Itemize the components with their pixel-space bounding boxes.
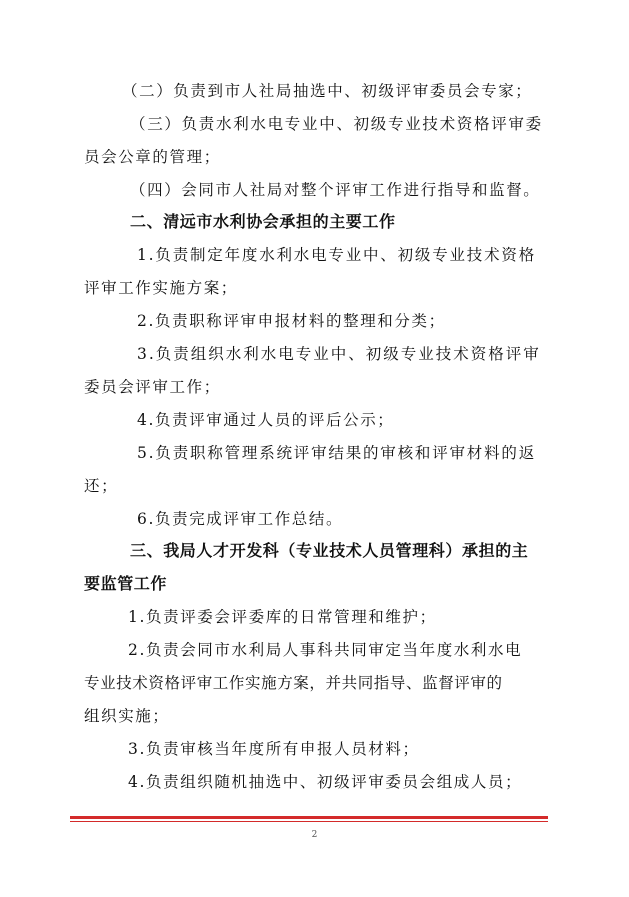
paragraph-line: 组织实施；: [84, 707, 170, 725]
paragraph-line: 1.负责制定年度水利水电专业中、初级专业技术资格: [137, 246, 536, 264]
paragraph-line: 5.负责职称管理系统评审结果的审核和评审材料的返: [137, 444, 536, 462]
paragraph-line: 3.负责组织水利水电专业中、初级专业技术资格评审: [137, 345, 541, 363]
paragraph-line: 2.负责职称评审申报材料的整理和分类；: [137, 312, 446, 330]
footer-rule-thin: [70, 821, 548, 822]
paragraph-line: 3.负责审核当年度所有申报人员材料；: [128, 740, 420, 758]
paragraph-line: 2.负责会同市水利局人事科共同审定当年度水利水电: [128, 641, 523, 659]
paragraph-line: 1.负责评委会评委库的日常管理和维护；: [128, 608, 437, 626]
section-heading: 二、清远市水利协会承担的主要工作: [130, 212, 396, 231]
paragraph-line: 4.负责评审通过人员的评后公示；: [137, 411, 395, 429]
paragraph-line: 员会公章的管理；: [84, 148, 221, 166]
paragraph-line: 委员会评审工作；: [84, 378, 221, 396]
paragraph-line: 4.负责组织随机抽选中、初级评审委员会组成人员；: [128, 773, 523, 791]
section-heading: 三、我局人才开发科（专业技术人员管理科）承担的主: [130, 541, 529, 560]
paragraph-line: （二）负责到市人社局抽选中、初级评审委员会专家；: [122, 82, 533, 100]
paragraph-line: （三）负责水利水电专业中、初级专业技术资格评审委: [130, 115, 543, 133]
page-number: 2: [311, 830, 318, 840]
section-heading-continued: 要监管工作: [84, 574, 168, 593]
paragraph-line: 评审工作实施方案；: [84, 279, 238, 297]
paragraph-line: （四）会同市人社局对整个评审工作进行指导和监督。: [130, 181, 541, 199]
footer-rule-thick: [70, 816, 548, 819]
paragraph-line: 还；: [84, 477, 119, 495]
paragraph-line: 专业技术资格评审工作实施方案，并共同指导、监督评审的: [84, 674, 503, 692]
paragraph-line: 6.负责完成评审工作总结。: [137, 510, 344, 528]
